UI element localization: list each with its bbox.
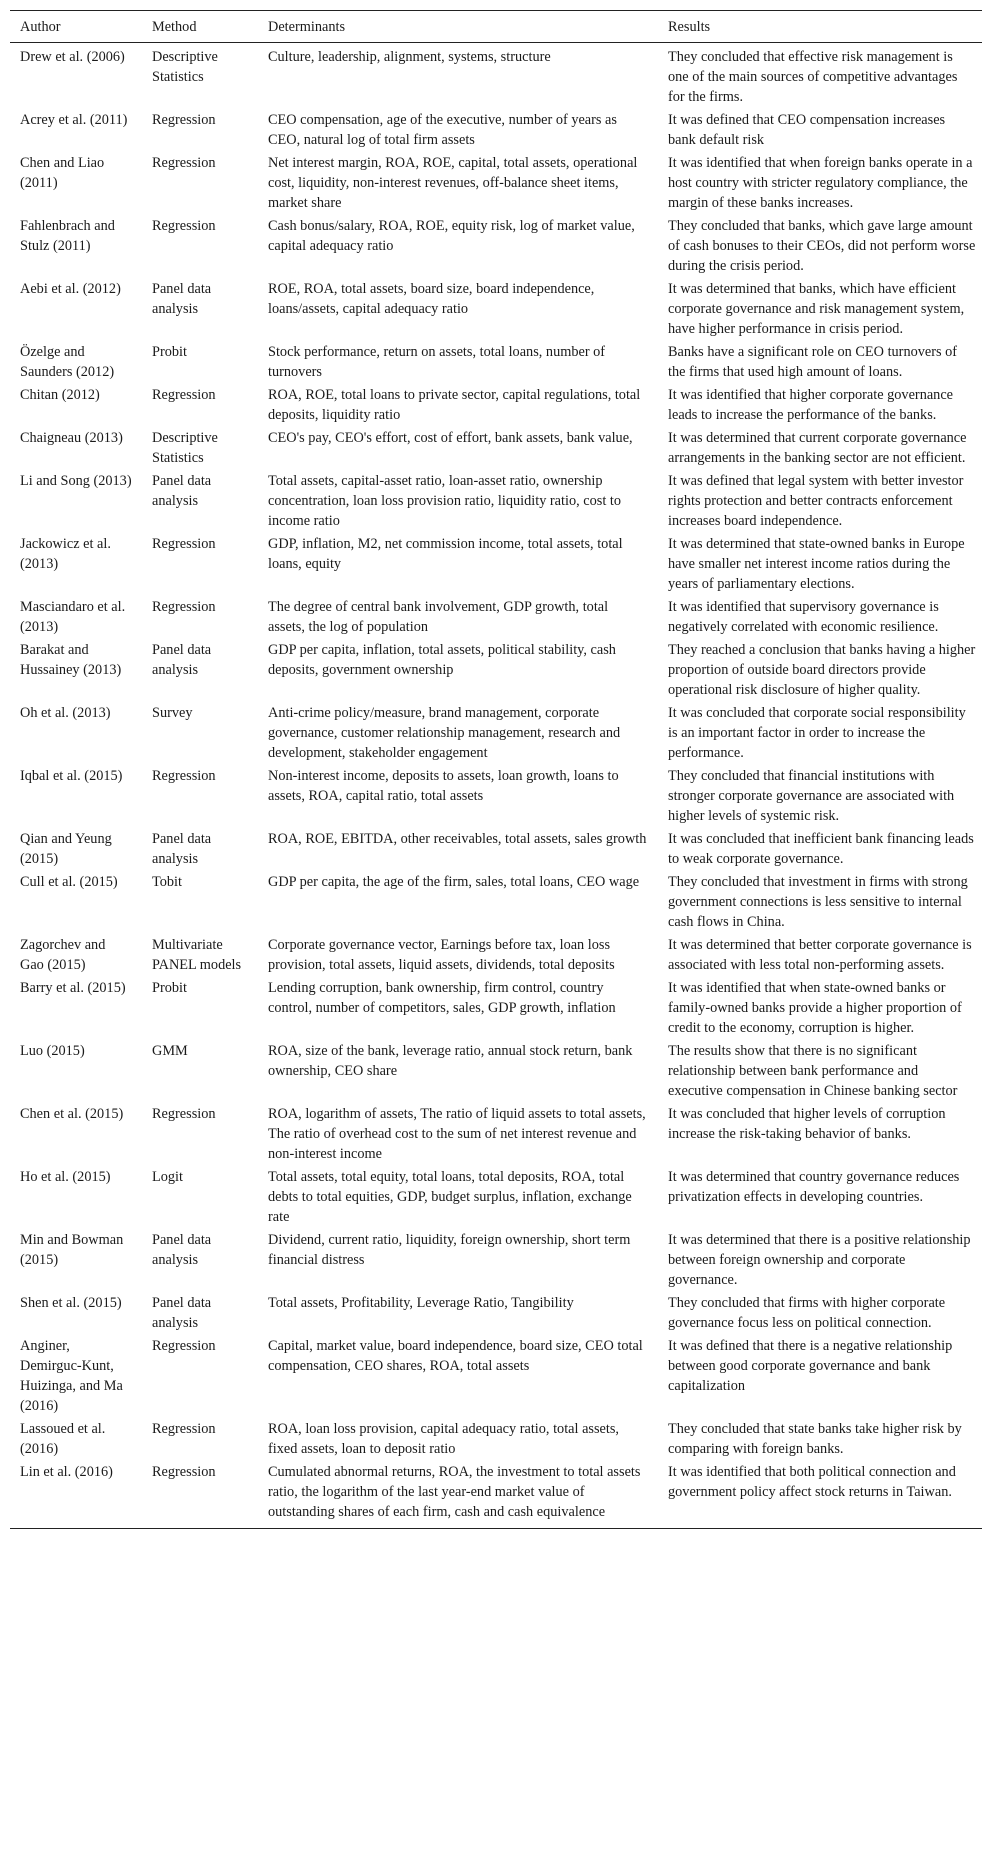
cell-determinants: Stock performance, return on assets, total loans, number of turnovers	[268, 344, 606, 380]
table-row	[10, 107, 982, 150]
cell-method: Regression	[152, 218, 216, 234]
cell-determinants: Total assets, total equity, total loans, total deposits, ROA, total debts to total equities, GDP, budget surplus, inflation, exchange rate	[268, 1169, 632, 1225]
cell-method: Multivariate PANEL models	[152, 937, 242, 973]
cell-author: Jackowicz et al. (2013)	[20, 536, 111, 572]
table-row	[10, 339, 982, 382]
cell-method: Regression	[152, 112, 216, 128]
table-row	[10, 468, 982, 531]
cell-method: Survey	[152, 705, 193, 721]
table-row	[10, 594, 982, 637]
cell-determinants: GDP per capita, the age of the firm, sales, total loans, CEO wage	[268, 874, 640, 890]
cell-results: They concluded that state banks take higher risk by comparing with foreign banks.	[668, 1421, 962, 1457]
cell-author: Shen et al. (2015)	[20, 1295, 122, 1311]
cell-determinants: The degree of central bank involvement, GDP growth, total assets, the log of population	[268, 599, 609, 635]
table-row	[10, 932, 982, 975]
cell-results: It was defined that CEO compensation increases bank default risk	[668, 112, 946, 148]
cell-determinants: Corporate governance vector, Earnings before tax, loan loss provision, total assets, liquid assets, dividends, total deposits	[268, 937, 615, 973]
cell-results: It was defined that legal system with better investor rights protection and better contracts enforcement increases board independence.	[668, 473, 964, 529]
cell-determinants: ROA, size of the bank, leverage ratio, annual stock return, bank ownership, CEO share	[268, 1043, 633, 1079]
table-row	[10, 1416, 982, 1459]
cell-author: Chen et al. (2015)	[20, 1106, 124, 1122]
cell-results: They concluded that investment in firms with strong government connections is less sensitive to internal cash flows in China.	[668, 874, 968, 930]
cell-results: It was determined that better corporate governance is associated with less total non-performing assets.	[668, 937, 972, 973]
cell-method: Regression	[152, 536, 216, 552]
cell-method: Regression	[152, 1421, 216, 1437]
cell-determinants: Total assets, capital-asset ratio, loan-asset ratio, ownership concentration, loan loss provision ratio, liquidity ratio, cost to income ratio	[268, 473, 621, 529]
table-row	[10, 1333, 982, 1416]
table-row	[10, 1101, 982, 1164]
table-row	[10, 700, 982, 763]
cell-determinants: Cash bonus/salary, ROA, ROE, equity risk, log of market value, capital adequacy ratio	[268, 218, 635, 254]
cell-author: Masciandaro et al. (2013)	[20, 599, 126, 635]
literature-review-table	[10, 10, 982, 1529]
cell-determinants: ROA, ROE, total loans to private sector, capital regulations, total deposits, liquidity ratio	[268, 387, 641, 423]
cell-method: Panel data analysis	[152, 831, 212, 867]
cell-results: It was concluded that corporate social responsibility is an important factor in order to increase the performance.	[668, 705, 966, 761]
cell-determinants: Capital, market value, board independence, board size, CEO total compensation, CEO shares, ROA, total assets	[268, 1338, 643, 1374]
header-method: Method	[152, 19, 197, 35]
header-determinants: Determinants	[268, 19, 346, 35]
cell-method: Descriptive Statistics	[152, 430, 218, 466]
cell-results: It was determined that there is a positive relationship between foreign ownership and corporate governance.	[668, 1232, 971, 1288]
cell-method: Panel data analysis	[152, 1295, 212, 1331]
header-author: Author	[20, 19, 61, 35]
cell-determinants: Culture, leadership, alignment, systems, structure	[268, 49, 551, 65]
table-row	[10, 150, 982, 213]
cell-author: Chaigneau (2013)	[20, 430, 123, 446]
cell-author: Ho et al. (2015)	[20, 1169, 111, 1185]
cell-author: Fahlenbrach and Stulz (2011)	[20, 218, 115, 254]
cell-author: Barakat and Hussainey (2013)	[20, 642, 122, 678]
cell-determinants: ROA, loan loss provision, capital adequacy ratio, total assets, fixed assets, loan to deposit ratio	[268, 1421, 619, 1457]
cell-determinants: ROA, ROE, EBITDA, other receivables, total assets, sales growth	[268, 831, 647, 847]
cell-determinants: Anti-crime policy/measure, brand management, corporate governance, customer relationship management, research and development, stakeholder engagement	[268, 705, 621, 761]
table-row	[10, 975, 982, 1038]
cell-author: Iqbal et al. (2015)	[20, 768, 123, 784]
cell-results: It was concluded that inefficient bank financing leads to weak corporate governance.	[668, 831, 974, 867]
cell-author: Li and Song (2013)	[20, 473, 132, 489]
table-row	[10, 1038, 982, 1101]
table-row	[10, 276, 982, 339]
table-row	[10, 763, 982, 826]
header-results: Results	[668, 19, 711, 35]
cell-author: Aebi et al. (2012)	[20, 281, 121, 297]
cell-author: Oh et al. (2013)	[20, 705, 111, 721]
cell-author: Qian and Yeung (2015)	[20, 831, 112, 867]
cell-author: Min and Bowman (2015)	[20, 1232, 124, 1268]
cell-method: Probit	[152, 980, 187, 996]
cell-determinants: Lending corruption, bank ownership, firm control, country control, number of competitors, sales, GDP growth, inflation	[268, 980, 616, 1016]
cell-results: They concluded that banks, which gave large amount of cash bonuses to their CEOs, did not perform worse during the crisis period.	[668, 218, 976, 274]
cell-author: Anginer, Demirguc-Kunt, Huizinga, and Ma (2016)	[20, 1338, 123, 1414]
table-row	[10, 826, 982, 869]
cell-method: Regression	[152, 1338, 216, 1354]
cell-results: It was identified that when state-owned banks or family-owned banks provide a higher proportion of credit to the economy, corruption is higher.	[668, 980, 962, 1036]
table-row	[10, 1164, 982, 1227]
table-row	[10, 1227, 982, 1290]
cell-results: They concluded that effective risk management is one of the main sources of competitive advantages for the firms.	[668, 49, 958, 105]
table-header	[10, 11, 982, 43]
cell-author: Özelge and Saunders (2012)	[20, 344, 115, 380]
cell-determinants: Dividend, current ratio, liquidity, foreign ownership, short term financial distress	[268, 1232, 631, 1268]
cell-method: Regression	[152, 599, 216, 615]
cell-method: Regression	[152, 768, 216, 784]
cell-results: It was concluded that higher levels of corruption increase the risk-taking behavior of banks.	[668, 1106, 946, 1142]
table-row	[10, 382, 982, 425]
cell-results: It was determined that current corporate governance arrangements in the banking sector are not efficient.	[668, 430, 967, 466]
cell-determinants: CEO compensation, age of the executive, number of years as CEO, natural log of total firm assets	[268, 112, 617, 148]
table-row	[10, 1290, 982, 1333]
cell-determinants: Non-interest income, deposits to assets, loan growth, loans to assets, ROA, capital ratio, total assets	[268, 768, 619, 804]
cell-method: Regression	[152, 1464, 216, 1480]
cell-method: Tobit	[152, 874, 182, 890]
cell-results: Banks have a significant role on CEO turnovers of the firms that used high amount of loans.	[668, 344, 958, 380]
cell-method: GMM	[152, 1043, 188, 1059]
table-row	[10, 637, 982, 700]
cell-method: Panel data analysis	[152, 642, 212, 678]
cell-results: It was determined that state-owned banks in Europe have smaller net interest income ratios during the years of parliamentary elections.	[668, 536, 965, 592]
cell-author: Lassoued et al. (2016)	[20, 1421, 106, 1457]
cell-author: Luo (2015)	[20, 1043, 85, 1059]
cell-author: Barry et al. (2015)	[20, 980, 126, 996]
cell-results: They reached a conclusion that banks having a higher proportion of outside board directors provide operational risk disclosure of higher quality.	[668, 642, 976, 698]
cell-method: Regression	[152, 1106, 216, 1122]
cell-results: It was determined that country governance reduces privatization effects in developing countries.	[668, 1169, 960, 1205]
cell-method: Logit	[152, 1169, 183, 1185]
cell-determinants: GDP, inflation, M2, net commission income, total assets, total loans, equity	[268, 536, 623, 572]
cell-author: Chitan (2012)	[20, 387, 100, 403]
cell-author: Lin et al. (2016)	[20, 1464, 113, 1480]
cell-results: It was identified that both political connection and government policy affect stock returns in Taiwan.	[668, 1464, 956, 1500]
table-row	[10, 869, 982, 932]
cell-determinants: Net interest margin, ROA, ROE, capital, total assets, operational cost, liquidity, non-interest revenues, off-balance sheet items, market share	[268, 155, 638, 211]
cell-method: Regression	[152, 387, 216, 403]
cell-results: It was identified that when foreign banks operate in a host country with stricter regulatory compliance, the margin of these banks increases.	[668, 155, 973, 211]
header-row	[10, 11, 982, 43]
cell-author: Chen and Liao (2011)	[20, 155, 105, 191]
cell-results: They concluded that financial institutions with stronger corporate governance are associated with higher levels of systemic risk.	[668, 768, 955, 824]
cell-method: Descriptive Statistics	[152, 49, 218, 85]
cell-method: Regression	[152, 155, 216, 171]
cell-results: It was identified that higher corporate governance leads to increase the performance of the banks.	[668, 387, 954, 423]
cell-results: It was determined that banks, which have efficient corporate governance and risk management system, have higher performance in crisis period.	[668, 281, 965, 337]
cell-method: Panel data analysis	[152, 1232, 212, 1268]
cell-author: Zagorchev and Gao (2015)	[20, 937, 106, 973]
cell-determinants: CEO's pay, CEO's effort, cost of effort, bank assets, bank value,	[268, 430, 633, 446]
cell-results: The results show that there is no significant relationship between bank performance and executive compensation in Chinese banking sector	[668, 1043, 958, 1099]
table-body	[10, 43, 982, 1529]
cell-author: Drew et al. (2006)	[20, 49, 125, 65]
cell-determinants: Total assets, Profitability, Leverage Ratio, Tangibility	[268, 1295, 574, 1311]
cell-determinants: GDP per capita, inflation, total assets, political stability, cash deposits, government ownership	[268, 642, 616, 678]
cell-results: They concluded that firms with higher corporate governance focus less on political connection.	[668, 1295, 946, 1331]
cell-results: It was identified that supervisory governance is negatively correlated with economic resilience.	[668, 599, 939, 635]
cell-method: Panel data analysis	[152, 281, 212, 317]
cell-method: Probit	[152, 344, 187, 360]
table-row	[10, 43, 982, 108]
table-row	[10, 531, 982, 594]
cell-determinants: ROE, ROA, total assets, board size, board independence, loans/assets, capital adequacy ratio	[268, 281, 595, 317]
cell-method: Panel data analysis	[152, 473, 212, 509]
table-row	[10, 425, 982, 468]
cell-results: It was defined that there is a negative relationship between good corporate governance and bank capitalization	[668, 1338, 953, 1394]
table-row	[10, 213, 982, 276]
cell-determinants: Cumulated abnormal returns, ROA, the investment to total assets ratio, the logarithm of the last year-end market value of outstanding shares of each firm, cash and cash equivalence	[268, 1464, 641, 1520]
table-row	[10, 1459, 982, 1529]
cell-author: Acrey et al. (2011)	[20, 112, 128, 128]
cell-determinants: ROA, logarithm of assets, The ratio of liquid assets to total assets, The ratio of overhead cost to the sum of net interest revenue and non-interest income	[268, 1106, 646, 1162]
cell-author: Cull et al. (2015)	[20, 874, 118, 890]
